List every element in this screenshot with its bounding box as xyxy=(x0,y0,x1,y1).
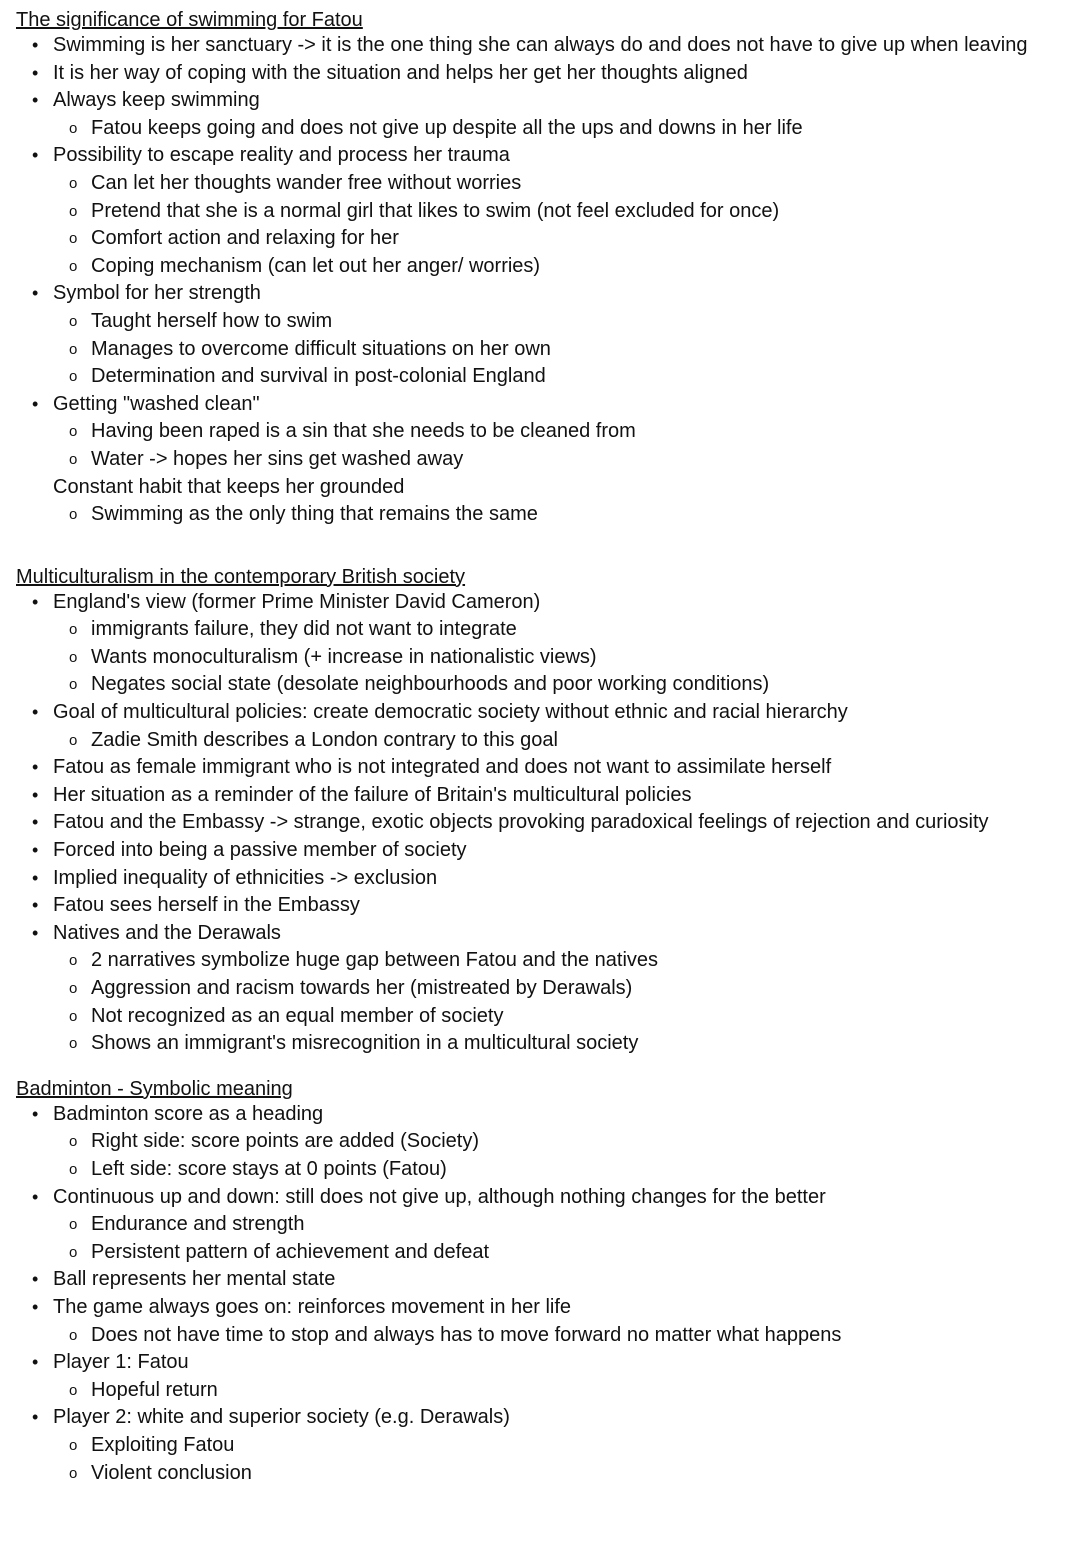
sub-bullet-marker: o xyxy=(69,1326,78,1344)
sub-bullet-marker: o xyxy=(69,174,78,192)
sub-bullet-item xyxy=(16,644,1056,672)
sub-bullet-marker: o xyxy=(69,450,78,468)
item-text: Player 1: Fatou xyxy=(53,1351,189,1374)
sub-bullet-marker: o xyxy=(69,1243,78,1261)
bullet-item xyxy=(16,1349,1056,1377)
item-text: Natives and the Derawals xyxy=(53,921,281,944)
sub-bullet-item xyxy=(16,616,1056,644)
sub-bullet-marker: o xyxy=(69,1381,78,1399)
item-text: Determination and survival in post-colonial England xyxy=(91,365,546,388)
item-text: Swimming is her sanctuary -> it is the one thing she can always do and does not have to give up when leaving xyxy=(53,34,1028,56)
section-spacer xyxy=(16,529,1056,565)
bullet-item xyxy=(16,474,1056,502)
sub-bullet-marker: o xyxy=(69,731,78,749)
sub-bullet-marker: o xyxy=(69,506,78,524)
sub-bullet-item xyxy=(16,1156,1056,1184)
notes-section xyxy=(16,8,1056,529)
sub-bullet-item xyxy=(16,363,1056,391)
bullet-item xyxy=(16,32,1056,60)
bullet-marker: • xyxy=(32,591,39,612)
sub-bullet-marker: o xyxy=(69,980,78,997)
bullet-item xyxy=(16,589,1056,617)
sub-bullet-item xyxy=(16,336,1056,364)
bullet-marker: • xyxy=(32,867,39,888)
item-text: Having been raped is a sin that she needs to be cleaned from xyxy=(91,420,636,443)
bullet-item xyxy=(16,754,1056,782)
item-text: Fatou as female immigrant who is not integrated and does not want to assimilate herself xyxy=(53,756,832,779)
sub-bullet-marker: o xyxy=(69,1133,78,1151)
sub-bullet-item xyxy=(16,671,1056,699)
notes-section xyxy=(16,565,1056,1058)
bullet-item xyxy=(16,1184,1056,1212)
bullet-marker: • xyxy=(32,1269,39,1290)
item-text: The game always goes on: reinforces movement in her life xyxy=(53,1295,572,1318)
sub-bullet-item xyxy=(16,1460,1056,1488)
bullet-marker: • xyxy=(32,1103,39,1124)
bullet-item xyxy=(16,1404,1056,1432)
item-text: Symbol for her strength xyxy=(53,282,261,305)
bullet-marker: • xyxy=(32,757,39,778)
item-text: Zadie Smith describes a London contrary to this goal xyxy=(91,728,558,751)
sub-bullet-item xyxy=(16,446,1056,474)
item-text: Swimming as the only thing that remains the same xyxy=(91,503,538,526)
item-text: Pretend that she is a normal girl that likes to swim (not feel excluded for once) xyxy=(91,199,780,222)
item-text: Constant habit that keeps her grounded xyxy=(53,475,405,498)
sub-bullet-item xyxy=(16,418,1056,446)
sub-bullet-marker: o xyxy=(69,257,78,275)
item-text: Negates social state (desolate neighbourhoods and poor working conditions) xyxy=(91,673,770,696)
sub-bullet-marker: o xyxy=(69,1160,78,1178)
item-text: Goal of multicultural policies: create democratic society without ethnic and racial hierarchy xyxy=(53,701,848,724)
bullet-marker: • xyxy=(32,62,39,83)
sub-bullet-item xyxy=(16,308,1056,336)
item-text: Right side: score points are added (Society) xyxy=(91,1130,479,1153)
sub-bullet-marker: o xyxy=(69,648,78,666)
item-text: Player 2: white and superior society (e.g. Derawals) xyxy=(53,1406,510,1429)
item-text: Left side: score stays at 0 points (Fatou) xyxy=(91,1157,447,1180)
item-text: Fatou and the Embassy -> strange, exotic objects provoking paradoxical feelings of rejection and curiosity xyxy=(53,811,989,834)
sub-bullet-item xyxy=(16,1128,1056,1156)
bullet-item xyxy=(16,142,1056,170)
sub-bullet-marker: o xyxy=(69,676,78,694)
bullet-item xyxy=(16,809,1056,837)
sub-bullet-marker: o xyxy=(69,340,78,358)
sub-bullet-marker: o xyxy=(69,119,78,137)
item-text: Water -> hopes her sins get washed away xyxy=(91,447,464,470)
bullet-marker: • xyxy=(32,393,39,414)
bullet-marker: • xyxy=(32,1186,39,1207)
item-text: Her situation as a reminder of the failure of Britain's multicultural policies xyxy=(53,783,692,806)
sub-bullet-marker: o xyxy=(69,368,78,386)
bullet-item xyxy=(16,1266,1056,1294)
item-text: Always keep swimming xyxy=(53,89,260,112)
sub-bullet-item xyxy=(16,1432,1056,1460)
item-text: Endurance and strength xyxy=(91,1213,305,1236)
section-spacer xyxy=(16,1058,1056,1077)
item-text: Wants monoculturalism (+ increase in nationalistic views) xyxy=(91,645,597,668)
bullet-marker: • xyxy=(32,1352,39,1373)
section-heading: The significance of swimming for Fatou xyxy=(16,9,363,31)
item-text: Comfort action and relaxing for her xyxy=(91,227,399,250)
sub-bullet-item xyxy=(16,1239,1056,1267)
bullet-item xyxy=(16,280,1056,308)
sub-bullet-item xyxy=(16,1377,1056,1405)
bullet-item xyxy=(16,1294,1056,1322)
sub-bullet-item xyxy=(16,1030,1056,1058)
item-text: Does not have time to stop and always has to move forward no matter what happens xyxy=(91,1323,842,1346)
bullet-marker: • xyxy=(32,702,39,723)
item-text: 2 narratives symbolize huge gap between Fatou and the natives xyxy=(91,949,659,972)
sub-bullet-marker: o xyxy=(69,1035,78,1053)
item-text: Hopeful return xyxy=(91,1378,218,1401)
bullet-marker: • xyxy=(32,895,39,916)
bullet-item xyxy=(16,782,1056,810)
bullet-marker: • xyxy=(32,812,39,833)
bullet-item xyxy=(16,1101,1056,1129)
sub-bullet-item xyxy=(16,170,1056,198)
section-heading: Multiculturalism in the contemporary British society xyxy=(16,565,466,588)
section-heading: Badminton - Symbolic meaning xyxy=(16,1077,293,1100)
sub-bullet-marker: o xyxy=(69,952,78,970)
sub-bullet-item xyxy=(16,1211,1056,1239)
item-text: Coping mechanism (can let out her anger/ worries) xyxy=(91,254,541,277)
item-text: Taught herself how to swim xyxy=(91,309,333,332)
sub-bullet-item xyxy=(16,975,1056,1003)
sub-bullet-marker: o xyxy=(69,423,78,441)
item-text: Badminton score as a heading xyxy=(53,1102,324,1125)
sub-bullet-marker: o xyxy=(69,202,78,220)
sub-bullet-item xyxy=(16,947,1056,975)
notes-section xyxy=(16,1077,1056,1487)
bullet-marker: • xyxy=(32,784,39,805)
item-text: Continuous up and down: still does not give up, although nothing changes for the better xyxy=(53,1185,826,1208)
bullet-item xyxy=(16,892,1056,920)
bullet-item xyxy=(16,837,1056,865)
bullet-item xyxy=(16,60,1056,88)
sub-bullet-marker: o xyxy=(69,230,78,248)
item-text: Shows an immigrant's misrecognition in a multicultural society xyxy=(91,1032,639,1055)
item-text: Not recognized as an equal member of society xyxy=(91,1004,504,1027)
bullet-item xyxy=(16,87,1056,115)
sub-bullet-marker: o xyxy=(69,621,78,639)
item-text: Persistent pattern of achievement and defeat xyxy=(91,1240,490,1263)
sub-bullet-item xyxy=(16,727,1056,755)
item-text: Can let her thoughts wander free without worries xyxy=(91,171,522,194)
sub-bullet-marker: o xyxy=(69,1007,78,1025)
bullet-marker: • xyxy=(32,145,39,166)
item-text: Forced into being a passive member of society xyxy=(53,839,467,862)
item-text: Implied inequality of ethnicities -> exclusion xyxy=(53,866,438,889)
bullet-marker: • xyxy=(32,35,39,55)
bullet-marker: • xyxy=(32,922,39,943)
bullet-marker: • xyxy=(32,283,39,304)
item-text: immigrants failure, they did not want to integrate xyxy=(91,618,517,641)
sub-bullet-item xyxy=(16,115,1056,143)
item-text: It is her way of coping with the situation and helps her get her thoughts aligned xyxy=(53,61,748,84)
item-text: Fatou sees herself in the Embassy xyxy=(53,894,360,917)
bullet-item xyxy=(16,699,1056,727)
sub-bullet-item xyxy=(16,1322,1056,1350)
item-text: Violent conclusion xyxy=(91,1461,252,1484)
item-text: Ball represents her mental state xyxy=(53,1268,336,1291)
sub-bullet-item xyxy=(16,198,1056,226)
bullet-marker: • xyxy=(32,1296,39,1317)
bullet-marker: • xyxy=(32,840,39,861)
item-text: Manages to overcome difficult situations on her own xyxy=(91,337,551,360)
sub-bullet-item xyxy=(16,501,1056,529)
sub-bullet-marker: o xyxy=(69,1436,78,1454)
sub-bullet-marker: o xyxy=(69,1464,78,1482)
bullet-item xyxy=(16,865,1056,893)
sub-bullet-item xyxy=(16,253,1056,281)
item-text: Fatou keeps going and does not give up despite all the ups and downs in her life xyxy=(91,116,803,139)
sub-bullet-marker: o xyxy=(69,1216,78,1234)
bullet-marker: • xyxy=(32,90,39,111)
sub-bullet-item xyxy=(16,1003,1056,1031)
bullet-item xyxy=(16,391,1056,419)
bullet-item xyxy=(16,920,1056,948)
item-text: Possibility to escape reality and process her trauma xyxy=(53,144,510,167)
item-text: Aggression and racism towards her (mistreated by Derawals) xyxy=(91,977,633,999)
item-text: Exploiting Fatou xyxy=(91,1433,235,1456)
sub-bullet-item xyxy=(16,225,1056,253)
sub-bullet-marker: o xyxy=(69,312,78,330)
bullet-marker: • xyxy=(32,1407,39,1428)
item-text: England's view (former Prime Minister David Cameron) xyxy=(53,590,541,613)
item-text: Getting "washed clean" xyxy=(53,392,260,415)
